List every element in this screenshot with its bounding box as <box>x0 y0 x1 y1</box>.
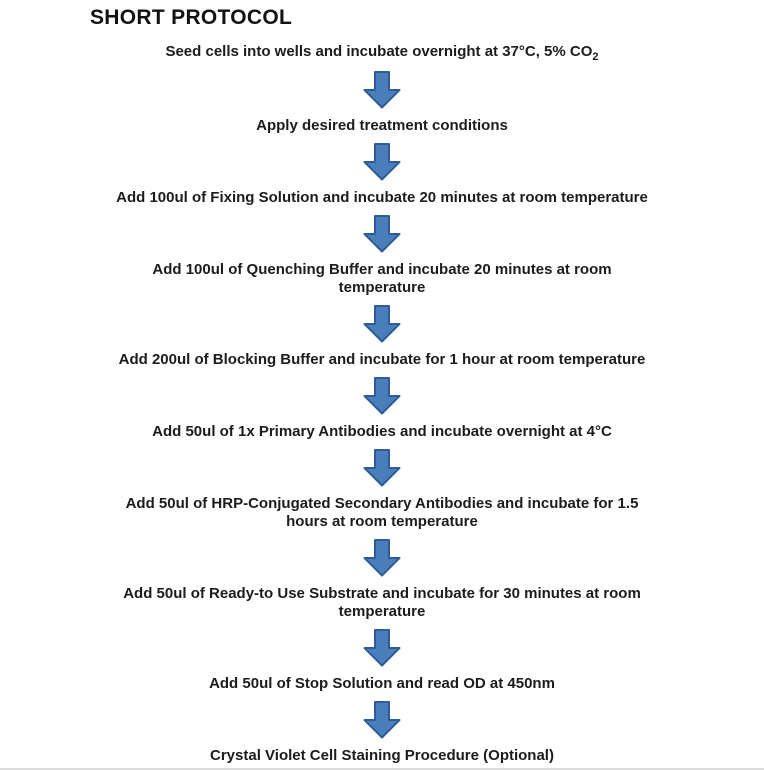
step-text: temperature <box>338 603 426 620</box>
step-text: Add 50ul of Ready-to Use Substrate and incubate for 30 minutes at room <box>123 585 641 602</box>
step-1 <box>165 43 598 63</box>
down-arrow-icon <box>363 71 401 109</box>
step-2 <box>256 117 508 135</box>
protocol-flowchart <box>0 43 764 765</box>
step-text: Apply desired treatment conditions <box>256 117 508 134</box>
step-text: Add 100ul of Quenching Buffer and incubate 20 minutes at room <box>152 261 612 278</box>
down-arrow-icon <box>363 377 401 415</box>
step-6 <box>152 423 612 441</box>
step-text: Add 200ul of Blocking Buffer and incubate for 1 hour at room temperature <box>118 351 646 368</box>
step-3 <box>116 189 648 207</box>
step-8 <box>123 585 641 621</box>
step-text: hours at room temperature <box>286 513 478 530</box>
step-text: Add 50ul of HRP-Conjugated Secondary Antibodies and incubate for 1.5 <box>125 495 639 512</box>
step-text: Crystal Violet Cell Staining Procedure (Optional) <box>210 747 554 764</box>
down-arrow-icon <box>363 629 401 667</box>
down-arrow-icon <box>363 215 401 253</box>
step-text: temperature <box>338 279 426 296</box>
step-text: Add 50ul of Stop Solution and read OD at 450nm <box>209 675 555 692</box>
step-9 <box>209 675 555 693</box>
down-arrow-icon <box>363 449 401 487</box>
step-5 <box>119 351 646 369</box>
down-arrow-icon <box>363 143 401 181</box>
down-arrow-icon <box>363 539 401 577</box>
step-4 <box>152 261 611 297</box>
down-arrow-icon <box>363 305 401 343</box>
step-text: Seed cells into wells and incubate overnight at 37°C, 5% CO <box>165 43 593 60</box>
step-7 <box>126 495 639 531</box>
step-text: Add 100ul of Fixing Solution and incubate 20 minutes at room temperature <box>116 189 648 206</box>
step-text: Add 50ul of 1x Primary Antibodies and incubate overnight at 4°C <box>152 423 612 440</box>
page-title: SHORT PROTOCOL <box>90 6 293 29</box>
down-arrow-icon <box>363 701 401 739</box>
subscript-text: 2 <box>592 51 599 63</box>
step-10 <box>210 747 554 765</box>
